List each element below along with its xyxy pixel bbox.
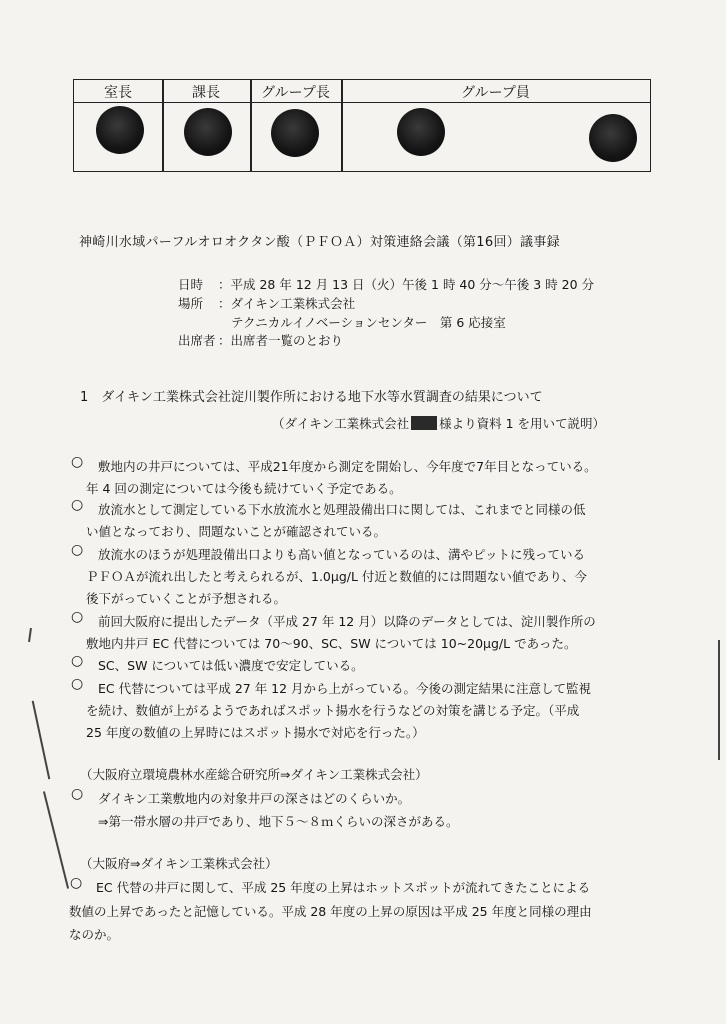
qa-text: なのか。 (69, 927, 120, 942)
qa-question: ダイキン工業敷地内の対象井戸の深さはどのくらいか。 (98, 791, 411, 806)
document-title: 神崎川水域パーフルオロオクタン酸（ＰＦＯＡ）対策連絡会議（第16回）議事録 (79, 235, 560, 250)
approval-seal-stamp (184, 108, 232, 156)
approval-seal-stamp (589, 114, 637, 162)
approval-seal-stamp (271, 109, 319, 157)
bullet-text: 年 4 回の測定については今後も続けていく予定である。 (86, 481, 402, 496)
qa-header: （大阪府⇒ダイキン工業株式会社） (80, 856, 278, 871)
bullet-text: 後下がっていくことが予想される。 (86, 591, 287, 606)
section-note-prefix: （ダイキン工業株式会社 (272, 416, 410, 431)
bullet-text: い値となっており、問題ないことが確認されている。 (86, 524, 387, 539)
bullet-circle: ○ (71, 786, 84, 802)
place-label: 場所 (178, 296, 204, 311)
attendees-label: 出席者 (178, 333, 216, 348)
qa-header: （大阪府立環境農林水産総合研究所⇒ダイキン工業株式会社） (80, 767, 428, 782)
approval-seal-stamp (96, 106, 144, 154)
bullet-circle: ○ (70, 875, 83, 891)
scan-mark (28, 628, 32, 642)
bullet-text: EC 代替については平成 27 年 12 月から上がっている。今後の測定結果に注意して監視 (98, 681, 592, 696)
bullet-text: SC、SW については低い濃度で安定している。 (98, 658, 364, 673)
qa-text: 数値の上昇であったと記憶している。平成 28 年度の上昇の原因は平成 25 年度と同様の理由 (69, 904, 592, 919)
bullet-circle: ○ (71, 676, 84, 692)
date-value: ：平成 28 年 12 月 13 日（火）午後 1 時 40 分～午後 3 時 20 分 (218, 277, 595, 292)
bullet-circle: ○ (71, 454, 84, 470)
bullet-text: 敷地内の井戸については、平成21年度から測定を開始し、今年度で7年目となっている。 (98, 459, 597, 474)
qa-answer: ⇒第一帯水層の井戸であり、地下５～８ｍくらいの深さがある。 (98, 814, 459, 829)
bullet-text: 放流水のほうが処理設備出口よりも高い値となっているのは、溝やピットに残っている (98, 547, 586, 562)
approval-header-group-leader: グループ長 (261, 85, 330, 101)
bullet-circle: ○ (71, 497, 84, 513)
approval-header-director: 室長 (104, 85, 132, 101)
qa-text: EC 代替の井戸に関して、平成 25 年度の上昇はホットスポットが流れてきたことによる (96, 880, 591, 895)
scan-mark (32, 701, 51, 780)
bullet-circle: ○ (71, 653, 84, 669)
approval-stamp-table (73, 79, 651, 172)
scan-mark (718, 640, 720, 760)
place-value-room: テクニカルイノベーションセンター 第 6 応接室 (231, 315, 506, 330)
section-heading: 1 ダイキン工業株式会社淀川製作所における地下水等水質調査の結果について (80, 390, 543, 405)
bullet-text: ＰＦＯＡが流れ出したと考えられるが、1.0μg/L 付近と数値的には問題ない値であり、今 (86, 569, 587, 584)
place-value: ：ダイキン工業株式会社 (218, 296, 356, 311)
approval-seal-stamp (397, 108, 445, 156)
bullet-text: 放流水として測定している下水放流水と処理設備出口に関しては、これまでと同様の低 (98, 502, 586, 517)
approval-header-group-member: グループ員 (461, 85, 530, 101)
bullet-text: 前回大阪府に提出したデータ（平成 27 年 12 月）以降のデータとしては、淀川製作所の (98, 614, 596, 629)
approval-header-section-chief: 課長 (192, 85, 220, 101)
bullet-circle: ○ (71, 609, 84, 625)
section-note-suffix: 様より資料 1 を用いて説明） (439, 416, 606, 431)
section-note (272, 414, 605, 432)
bullet-text: 25 年度の数値の上昇時にはスポット揚水で対応を行った。） (86, 725, 425, 740)
bullet-text: を続け、数値が上がるようであればスポット揚水を行うなどの対策を講じる予定。（平成 (86, 703, 580, 718)
scan-mark (43, 791, 69, 889)
bullet-circle: ○ (71, 542, 84, 558)
redaction-block (411, 416, 437, 430)
date-label: 日時 (178, 277, 204, 292)
bullet-text: 敷地内井戸 EC 代替については 70～90、SC、SW については 10~20μg/L であった。 (86, 636, 577, 651)
attendees-value: ：出席者一覧のとおり (218, 333, 344, 348)
